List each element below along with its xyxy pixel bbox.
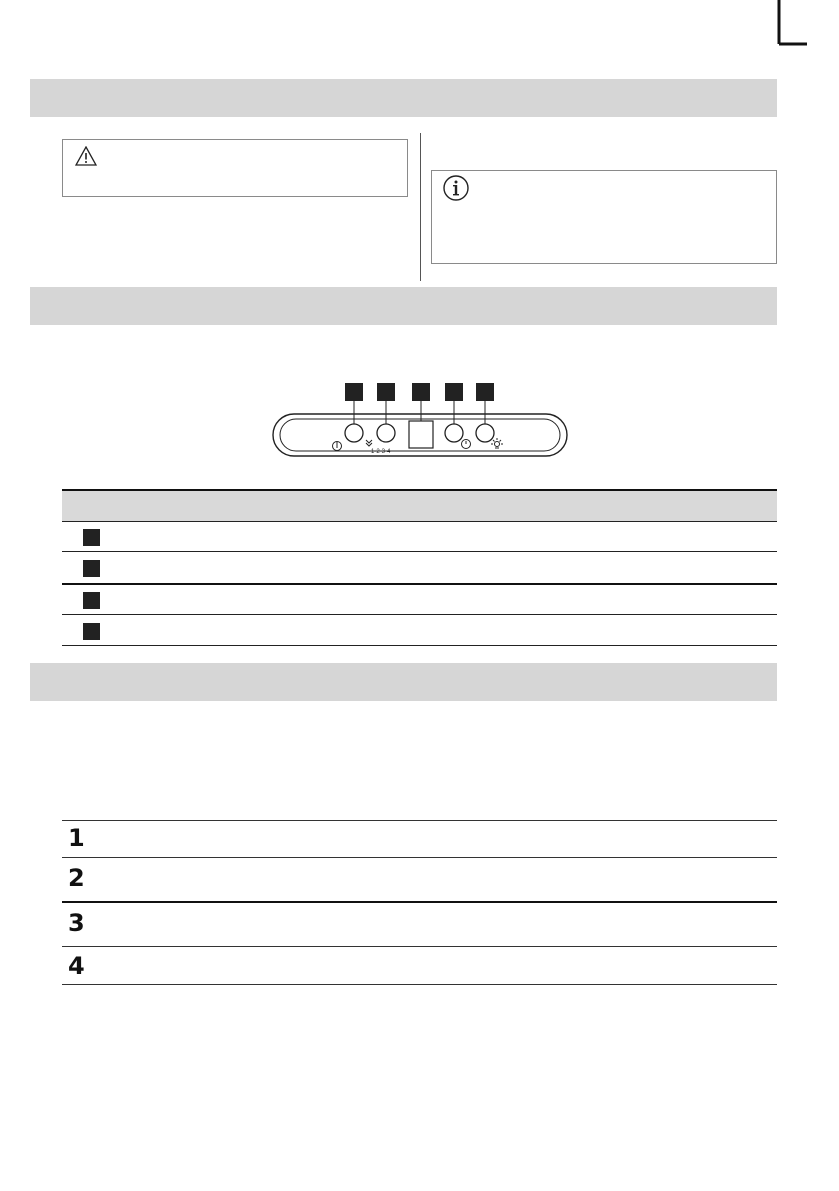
numbered-table-rule-3 xyxy=(62,946,777,947)
numbered-table-rule-2 xyxy=(62,901,777,903)
list-item-number-3: 3 xyxy=(68,909,85,937)
fan-speed-label: 1-2-3-4 xyxy=(371,449,391,455)
numbered-table-rule-4 xyxy=(62,984,777,985)
list-item-number-2: 2 xyxy=(68,864,85,892)
list-item-number-1: 1 xyxy=(68,824,85,852)
numbered-table-rule-1 xyxy=(62,857,777,858)
list-item-number-4: 4 xyxy=(68,952,85,980)
numbered-table-rule-0 xyxy=(62,820,777,821)
